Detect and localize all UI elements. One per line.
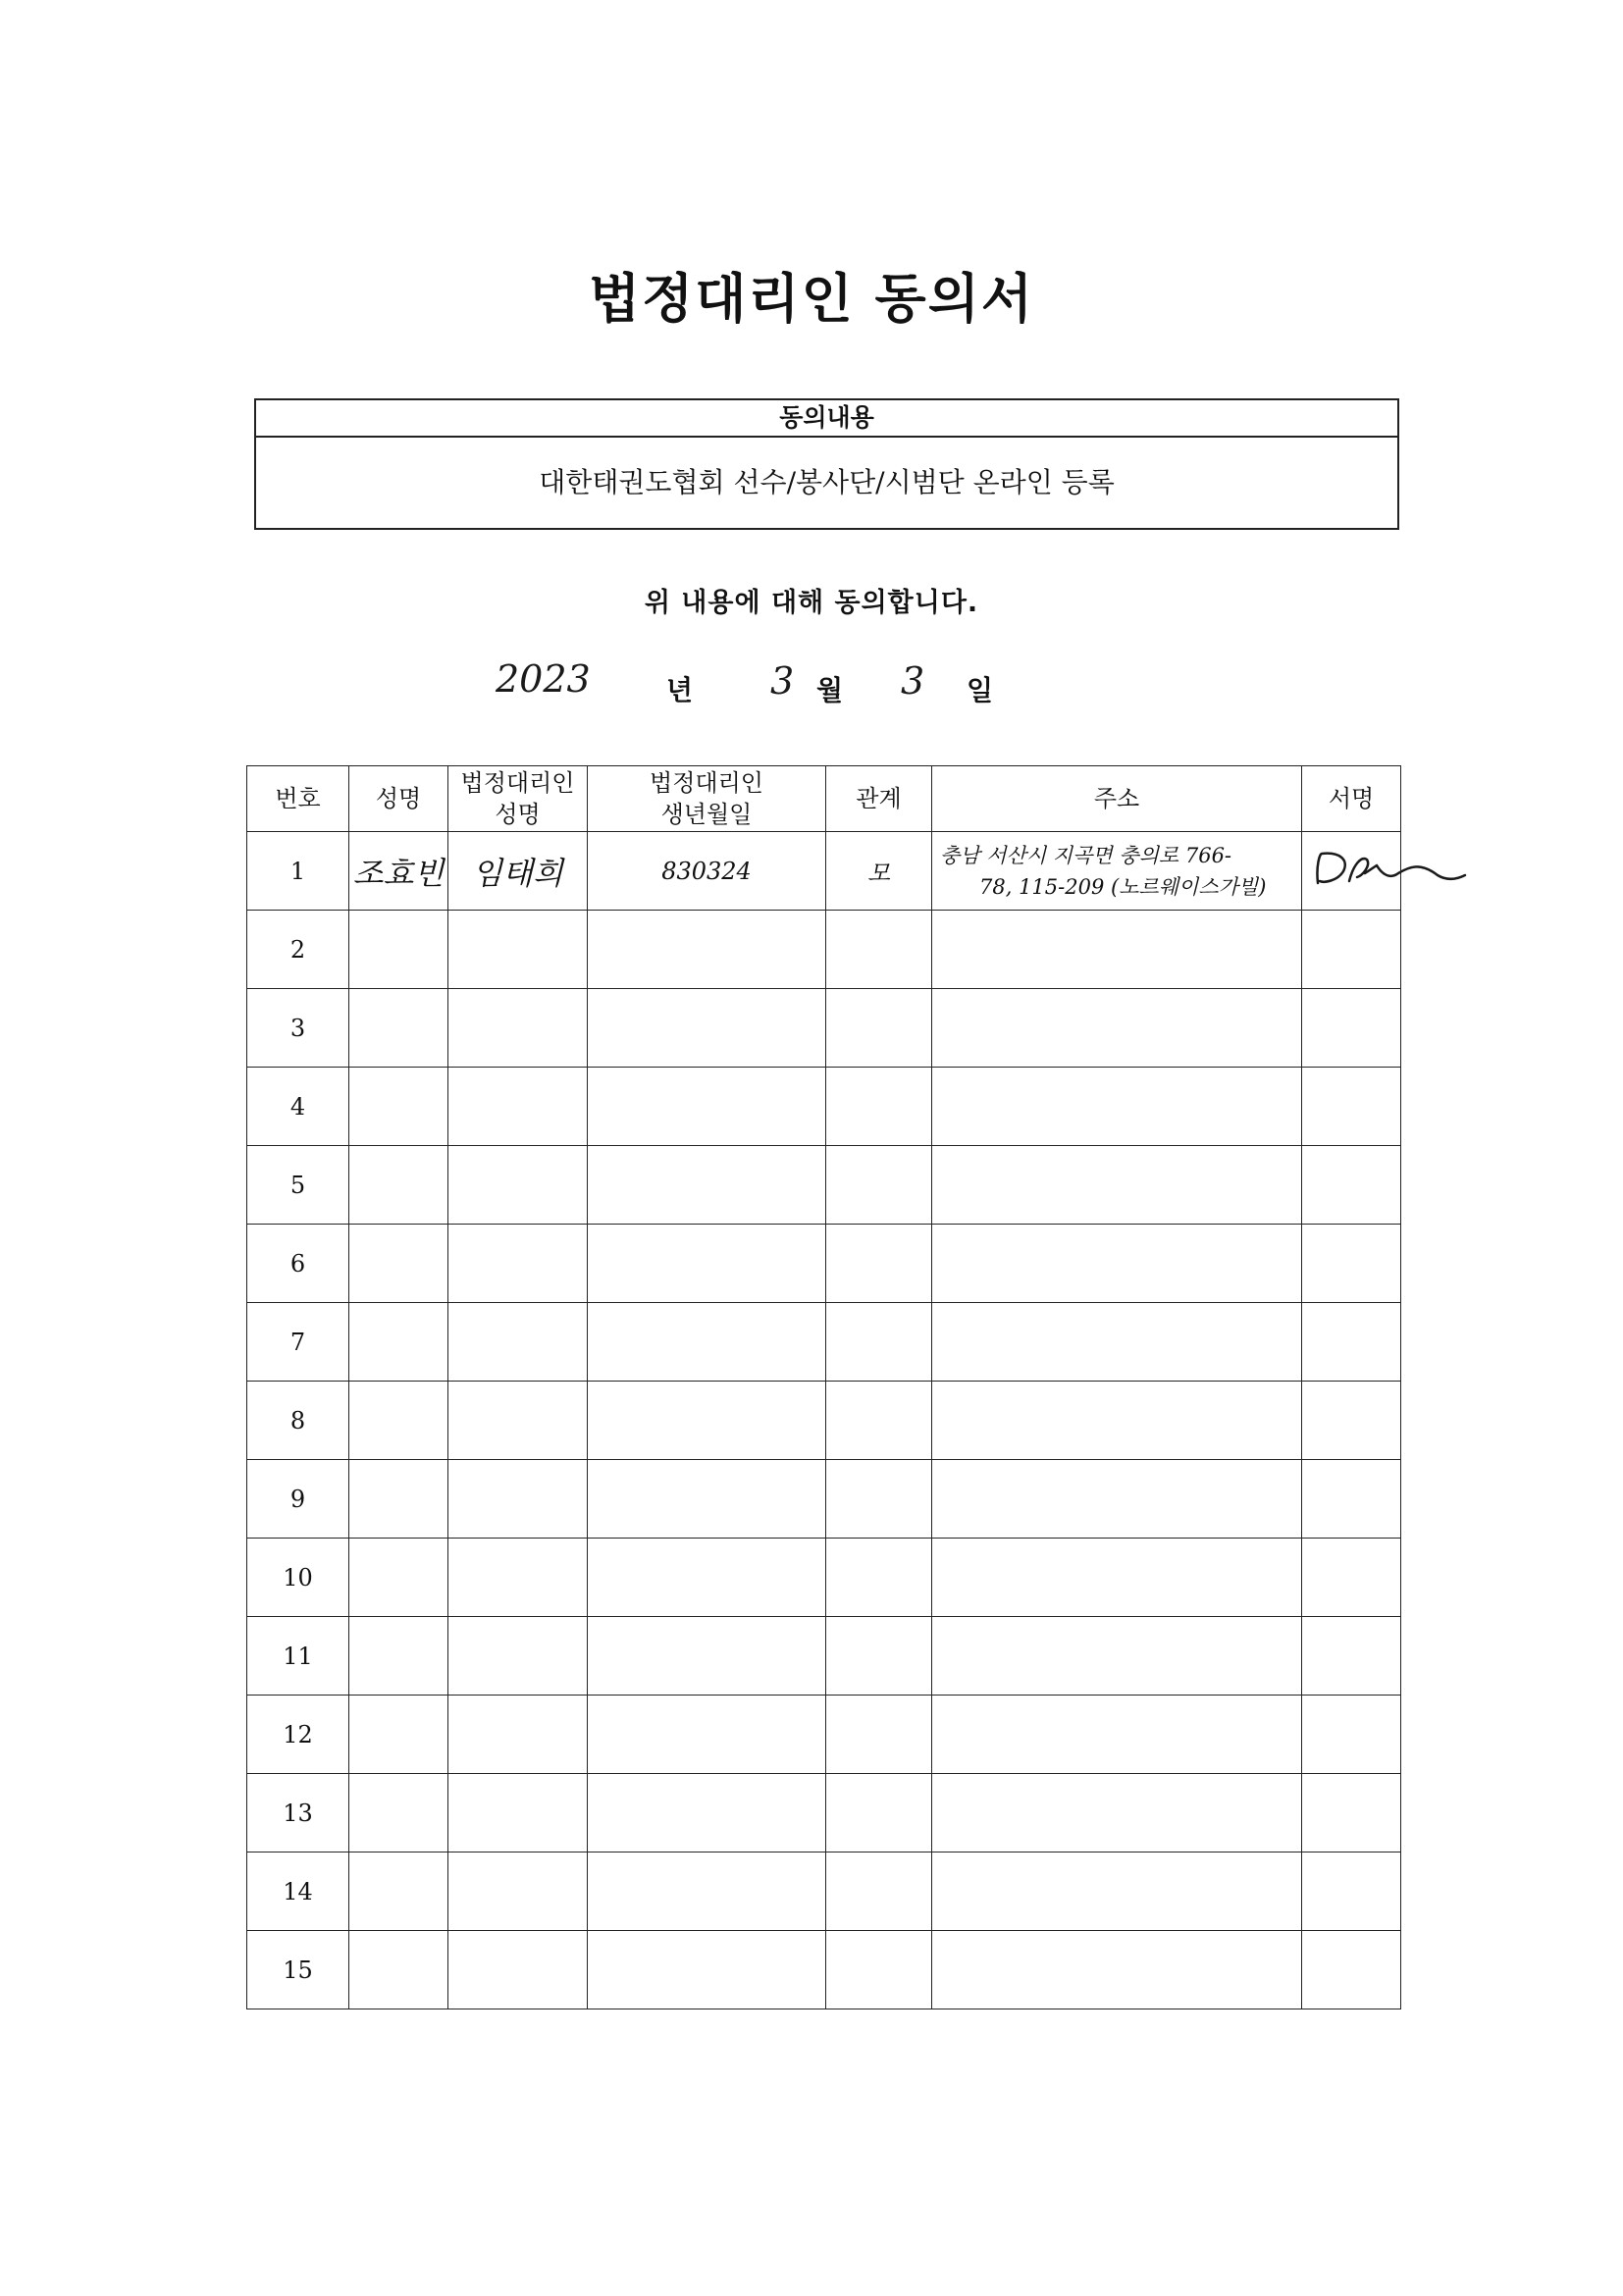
header-guardian-name: 법정대리인 성명 [448, 766, 588, 832]
table-row [247, 1146, 1401, 1225]
table-row [247, 989, 1401, 1068]
row-number: 5 [247, 1146, 349, 1225]
table-row [247, 832, 1401, 911]
address-line-1: 충남 서산시 지곡면 충의로 766- [940, 843, 1232, 867]
row-number: 10 [247, 1539, 349, 1617]
consent-box [254, 398, 1399, 530]
address-line-2: 78, 115-209 (노르웨이스가빌) [979, 874, 1267, 899]
date-day-label: 일 [967, 674, 994, 706]
table-row [247, 1382, 1401, 1460]
header-no: 번호 [247, 766, 349, 832]
header-address: 주소 [932, 766, 1302, 832]
row-number: 2 [247, 911, 349, 989]
consent-text: 대한태권도협회 선수/봉사단/시범단 온라인 등록 [539, 466, 1115, 498]
table-row [247, 1774, 1401, 1852]
handwritten-signature [1310, 846, 1457, 895]
row-number: 13 [247, 1774, 349, 1852]
table-row [247, 1696, 1401, 1774]
consent-header: 동의내용 [256, 400, 1397, 438]
date-year: 2023 [496, 657, 591, 701]
guardian-name: 임태희 [448, 832, 588, 911]
page-title: 법정대리인 동의서 [588, 268, 1035, 330]
guardian-birth: 830324 [588, 832, 826, 911]
table-row [247, 1852, 1401, 1931]
row-number: 11 [247, 1617, 349, 1696]
row-number: 14 [247, 1852, 349, 1931]
row-number: 9 [247, 1460, 349, 1539]
header-relation: 관계 [826, 766, 932, 832]
relation: 모 [826, 832, 932, 911]
row-number: 1 [247, 832, 349, 911]
address [932, 832, 1302, 911]
date-year-label: 년 [666, 674, 694, 706]
table-row [247, 1617, 1401, 1696]
table-row [247, 1931, 1401, 2009]
table-row [247, 1303, 1401, 1382]
date-month-label: 월 [816, 674, 844, 706]
signature-cell [1302, 832, 1401, 911]
row-number: 15 [247, 1931, 349, 2009]
row-number: 3 [247, 989, 349, 1068]
table-row [247, 1225, 1401, 1303]
table-row [247, 1539, 1401, 1617]
header-name: 성명 [349, 766, 448, 832]
guardian-table [246, 765, 1401, 2009]
date-month: 3 [770, 659, 795, 703]
date-day: 3 [901, 659, 925, 703]
student-name: 조효빈 [349, 832, 448, 911]
header-guardian-birth: 법정대리인 생년월일 [588, 766, 826, 832]
header-signature: 서명 [1302, 766, 1401, 832]
table-row [247, 1460, 1401, 1539]
row-number: 7 [247, 1303, 349, 1382]
table-header-row [247, 766, 1401, 832]
agree-statement: 위 내용에 대해 동의합니다. [644, 588, 979, 618]
row-number: 4 [247, 1068, 349, 1146]
table-row [247, 911, 1401, 989]
table-row [247, 1068, 1401, 1146]
row-number: 8 [247, 1382, 349, 1460]
row-number: 6 [247, 1225, 349, 1303]
row-number: 12 [247, 1696, 349, 1774]
